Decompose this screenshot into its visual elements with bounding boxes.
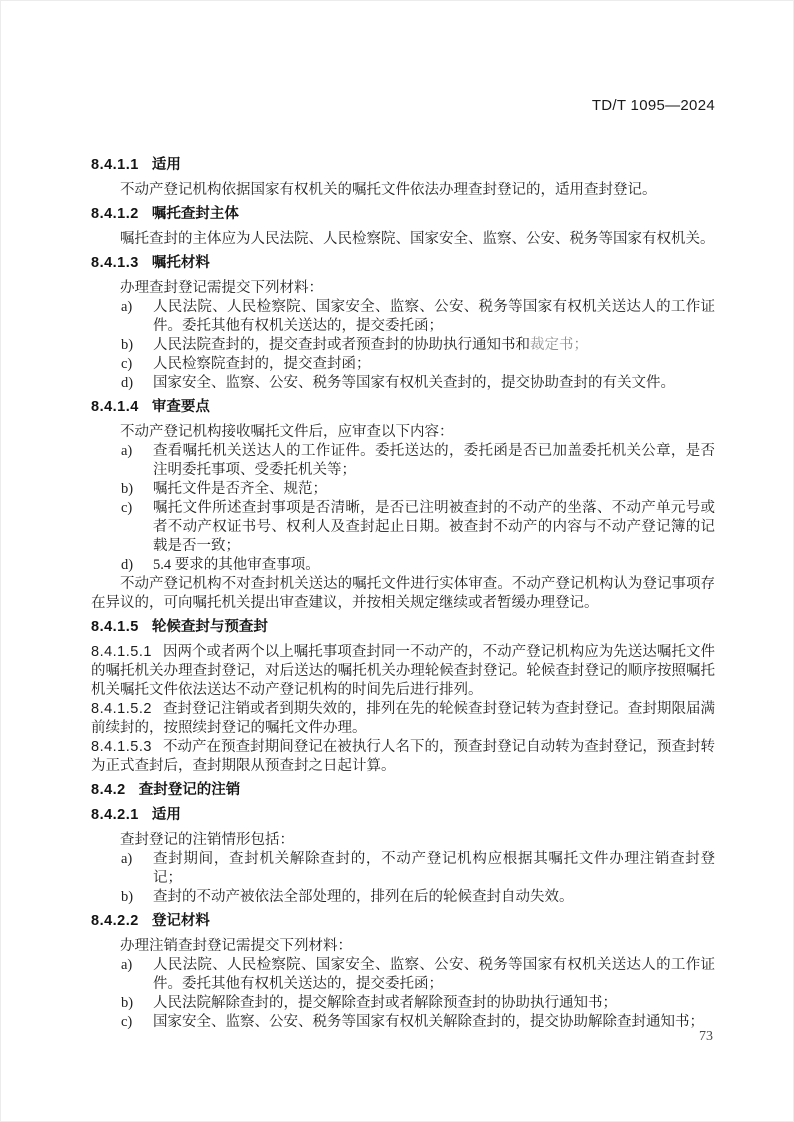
- paragraph: 办理注销查封登记需提交下列材料：: [120, 938, 352, 954]
- list-item-text: 人民法院、人民检察院、国家安全、监察、公安、税务等国家有权机关送达人的工作证件。委托其他有权机关送达的，提交委托函；: [153, 299, 715, 334]
- clause-number: 8.4.1.1: [91, 157, 139, 173]
- list-item-text: 人民法院、人民检察院、国家安全、监察、公安、税务等国家有权机关送达人的工作证件。委托其他有权机关送达的，提交委托函；: [153, 957, 715, 992]
- page-number: 73: [699, 1029, 713, 1044]
- paragraph-text: 查封登记注销或者到期失效的，排列在先的轮候查封登记转为查封登记。查封期限届满前续封的，按照续封登记的嘱托文件办理。: [91, 701, 715, 736]
- list-item: [91, 994, 715, 1013]
- clause-title: 审查要点: [151, 399, 210, 415]
- list-item: [91, 850, 715, 888]
- list-marker: c): [121, 356, 133, 372]
- clause-title: 登记材料: [151, 913, 210, 929]
- list-item-text: 国家安全、监察、公安、税务等国家有权机关解除查封的，提交协助解除查封通知书；: [153, 1014, 704, 1030]
- clause-number: 8.4.1.2: [91, 206, 139, 222]
- clause-heading-8422: [91, 912, 715, 931]
- list-item-text: 查封期间，查封机关解除查封的，不动产登记机构应根据其嘱托文件办理注销查封登记；: [153, 851, 715, 886]
- list-item-text: 嘱托文件所述查封事项是否清晰，是否已注明被查封的不动产的坐落、不动产单元号或者不动产权证书号、权利人及查封起止日期。被查封不动产的内容与不动产登记簿的记载是否一致；: [153, 500, 715, 554]
- subclause-number: 8.4.1.5.2: [91, 701, 152, 717]
- list-item-text: 5.4 要求的其他审查事项。: [153, 557, 320, 573]
- clause-number: 8.4.2: [91, 782, 126, 798]
- clause-number: 8.4.1.4: [91, 399, 139, 415]
- clause-number: 8.4.2.2: [91, 913, 139, 929]
- list-marker: d): [121, 375, 134, 391]
- clause-title: 嘱托查封主体: [151, 206, 239, 222]
- list-item-text: 人民检察院查封的，提交查封函；: [153, 356, 371, 372]
- list-item: [91, 442, 715, 480]
- clause-heading-8411: [91, 156, 715, 175]
- list-marker: c): [121, 500, 133, 516]
- list-item: [91, 480, 715, 499]
- list-item: [91, 374, 715, 393]
- list-marker: b): [121, 481, 134, 497]
- clause-title: 适用: [151, 807, 181, 823]
- clause-title: 嘱托材料: [151, 255, 210, 271]
- list-marker: a): [121, 957, 133, 973]
- numbered-paragraph: [91, 738, 715, 776]
- numbered-paragraph: [91, 700, 715, 738]
- clause-heading-8412: [91, 205, 715, 224]
- standard-code: TD/T 1095—2024: [591, 97, 715, 114]
- clause-heading-8415: [91, 618, 715, 637]
- clause-heading-842: [91, 781, 715, 800]
- revision-text: 裁定书；: [530, 337, 588, 353]
- list-item: [91, 888, 715, 907]
- document-content: [91, 151, 715, 1032]
- clause-number: 8.4.1.3: [91, 255, 139, 271]
- list-item: [91, 956, 715, 994]
- list-item-text: 查封的不动产被依法全部处理的，排列在后的轮候查封自动失效。: [153, 889, 574, 905]
- clause-title: 适用: [151, 157, 181, 173]
- clause-number: 8.4.2.1: [91, 807, 139, 823]
- paragraph: 办理查封登记需提交下列材料：: [120, 280, 323, 296]
- clause-number: 8.4.1.5: [91, 619, 139, 635]
- list-item: [91, 499, 715, 556]
- paragraph-text: 不动产在预查封期间登记在被执行人名下的，预查封登记自动转为查封登记，预查封转为正式查封后，查封期限从预查封之日起计算。: [91, 739, 715, 774]
- list-marker: a): [121, 443, 133, 459]
- list-item-text: 查看嘱托机关送达人的工作证件。委托送达的，委托函是否已加盖委托机关公章，是否注明委托事项、受委托机关等；: [153, 443, 715, 478]
- clause-title: 轮候查封与预查封: [151, 619, 268, 635]
- list-marker: d): [121, 557, 134, 573]
- list-item-text: 人民法院解除查封的，提交解除查封或者解除预查封的协助执行通知书；: [153, 995, 617, 1011]
- list-item: [91, 298, 715, 336]
- clause-heading-8421: [91, 806, 715, 825]
- clause-heading-8414: [91, 398, 715, 417]
- list-marker: a): [121, 299, 133, 315]
- clause-title: 查封登记的注销: [138, 782, 241, 798]
- list-item: [91, 355, 715, 374]
- paragraph: 不动产登记机构不对查封机关送达的嘱托文件进行实体审查。不动产登记机构认为登记事项存在异议的，可向嘱托机关提出审查建议，并按相关规定继续或者暂缓办理登记。: [91, 576, 715, 611]
- paragraph: 不动产登记机构依据国家有权机关的嘱托文件依法办理查封登记的，适用查封登记。: [120, 182, 657, 198]
- paragraph: 查封登记的注销情形包括：: [120, 832, 294, 848]
- list-item: [91, 1013, 715, 1032]
- list-item-text: 国家安全、监察、公安、税务等国家有权机关查封的，提交协助查封的有关文件。: [153, 375, 675, 391]
- paragraph: 不动产登记机构接收嘱托文件后，应审查以下内容：: [120, 424, 454, 440]
- list-item: [91, 556, 715, 575]
- list-item: [91, 336, 715, 355]
- subclause-number: 8.4.1.5.3: [91, 739, 152, 755]
- paragraph-text: 因两个或者两个以上嘱托事项查封同一不动产的，不动产登记机构应为先送达嘱托文件的嘱托机关办理查封登记，对后送达的嘱托机关办理轮候查封登记。轮候查封登记的顺序按照嘱托机关嘱托文件依法送达不动产登记机构的时间先后进行排列。: [91, 644, 715, 698]
- subclause-number: 8.4.1.5.1: [91, 644, 152, 660]
- list-marker: b): [121, 337, 134, 353]
- list-marker: a): [121, 851, 133, 867]
- numbered-paragraph: [91, 643, 715, 700]
- list-item-text: 人民法院查封的，提交查封或者预查封的协助执行通知书和: [153, 337, 530, 353]
- list-marker: b): [121, 889, 134, 905]
- paragraph: 嘱托查封的主体应为人民法院、人民检察院、国家安全、监察、公安、税务等国家有权机关。: [120, 231, 715, 247]
- list-item-text: 嘱托文件是否齐全、规范；: [153, 481, 327, 497]
- clause-heading-8413: [91, 254, 715, 273]
- list-marker: b): [121, 995, 134, 1011]
- list-marker: c): [121, 1014, 133, 1030]
